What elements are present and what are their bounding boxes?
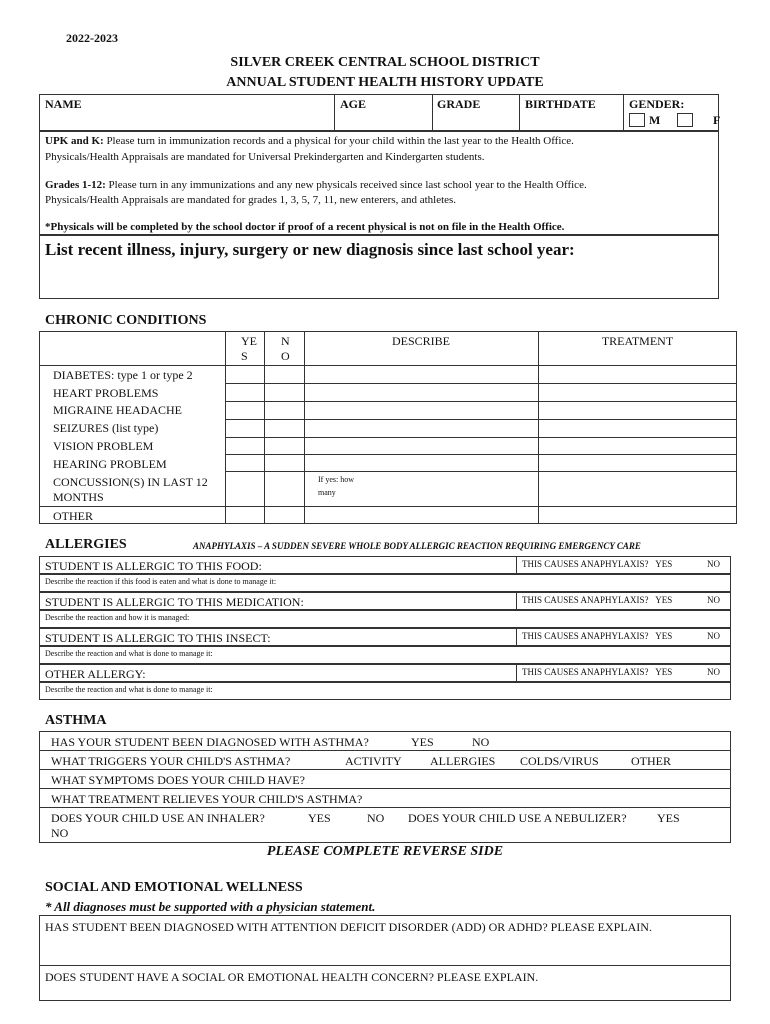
inhaler-no[interactable]: NO bbox=[367, 811, 385, 825]
row-vision: VISION PROBLEM bbox=[53, 439, 154, 453]
grades-text1: Please turn in any immunizations and any new physicals received since last school year to the Health Office. bbox=[108, 179, 587, 191]
social-note: * All diagnoses must be supported with a physician statement. bbox=[45, 899, 376, 914]
upk-label: UPK and K: bbox=[45, 135, 104, 147]
reverse-side-note: PLEASE COMPLETE REVERSE SIDE bbox=[266, 844, 504, 859]
row-concussion-1: CONCUSSION(S) IN LAST 12 bbox=[53, 475, 208, 489]
grades-label: Grades 1-12: bbox=[45, 179, 106, 191]
medication-allergy-label: STUDENT IS ALLERGIC TO THIS MEDICATION: bbox=[45, 595, 304, 609]
asthma-q3: WHAT SYMPTOMS DOES YOUR CHILD HAVE? bbox=[51, 773, 305, 787]
medication-no[interactable]: NO bbox=[707, 595, 720, 605]
nebulizer-yes[interactable]: YES bbox=[657, 811, 680, 825]
social-q2[interactable]: DOES STUDENT HAVE A SOCIAL OR EMOTIONAL HEALTH CONCERN? PLEASE EXPLAIN. bbox=[45, 970, 539, 984]
recent-illness-label: List recent illness, injury, surgery or new diagnosis since last school year: bbox=[45, 240, 575, 259]
other-causes: THIS CAUSES ANAPHYLAXIS? bbox=[522, 667, 649, 677]
food-causes: THIS CAUSES ANAPHYLAXIS? bbox=[522, 559, 649, 569]
row-seizures: SEIZURES (list type) bbox=[53, 421, 159, 435]
col-no-2: O bbox=[281, 349, 290, 363]
asthma-q2: WHAT TRIGGERS YOUR CHILD'S ASTHMA? bbox=[51, 754, 291, 768]
other-no[interactable]: NO bbox=[707, 667, 720, 677]
row-diabetes: DIABETES: type 1 or type 2 bbox=[53, 368, 193, 382]
other-describe: Describe the reaction and what is done to manage it: bbox=[45, 685, 213, 694]
col-yes-1: YE bbox=[241, 334, 257, 348]
gender-label: GENDER: bbox=[629, 97, 685, 111]
food-no[interactable]: NO bbox=[707, 559, 720, 569]
district-title: SILVER CREEK CENTRAL SCHOOL DISTRICT bbox=[230, 55, 540, 70]
asthma-heading: ASTHMA bbox=[45, 713, 107, 728]
insect-no[interactable]: NO bbox=[707, 631, 720, 641]
insect-allergy-label: STUDENT IS ALLERGIC TO THIS INSECT: bbox=[45, 631, 271, 645]
birthdate-field[interactable]: BIRTHDATE bbox=[525, 97, 596, 111]
inhaler-yes[interactable]: YES bbox=[308, 811, 331, 825]
asthma-q5: DOES YOUR CHILD USE AN INHALER? bbox=[51, 811, 265, 825]
grades-text2: Physicals/Health Appraisals are mandated for grades 1, 3, 5, 7, 11, new enterers, and athletes. bbox=[45, 194, 457, 206]
student-info-row bbox=[39, 94, 719, 131]
medication-describe: Describe the reaction and how it is managed: bbox=[45, 613, 190, 622]
insect-describe: Describe the reaction and what is done to manage it: bbox=[45, 649, 213, 658]
gender-f-checkbox[interactable] bbox=[677, 111, 720, 129]
insect-causes: THIS CAUSES ANAPHYLAXIS? bbox=[522, 631, 649, 641]
upk-note bbox=[45, 135, 574, 147]
row-heart: HEART PROBLEMS bbox=[53, 386, 159, 400]
asthma-q1-yes[interactable]: YES bbox=[411, 735, 434, 749]
col-describe: DESCRIBE bbox=[391, 334, 450, 348]
gender-f-label: F bbox=[713, 113, 721, 127]
food-anaphylaxis bbox=[522, 559, 672, 569]
asthma-q1: HAS YOUR STUDENT BEEN DIAGNOSED WITH ASTHMA? bbox=[51, 735, 369, 749]
physicals-note: *Physicals will be completed by the school doctor if proof of a recent physical is not on file in the Health Office. bbox=[45, 221, 565, 233]
upk-text1: Please turn in immunization records and a physical for your child within the last year to the Health Office. bbox=[106, 135, 574, 147]
other-anaphylaxis bbox=[522, 667, 672, 677]
upk-text2: Physicals/Health Appraisals are mandated for Universal Prekindergarten and Kindergarten students. bbox=[45, 151, 485, 163]
row-concussion-2: MONTHS bbox=[53, 490, 104, 504]
anaphylaxis-definition: ANAPHYLAXIS – A SUDDEN SEVERE WHOLE BODY ALLERGIC REACTION REQUIRING EMERGENCY CARE bbox=[193, 541, 641, 551]
insect-yes[interactable]: YES bbox=[655, 631, 673, 641]
chronic-heading: CHRONIC CONDITIONS bbox=[45, 313, 207, 328]
trigger-activity[interactable]: ACTIVITY bbox=[345, 754, 402, 768]
trigger-allergies[interactable]: ALLERGIES bbox=[430, 754, 496, 768]
insect-anaphylaxis bbox=[522, 631, 672, 641]
other-allergy-label: OTHER ALLERGY: bbox=[45, 667, 146, 681]
food-allergy-label: STUDENT IS ALLERGIC TO THIS FOOD: bbox=[45, 559, 262, 573]
allergies-heading: ALLERGIES bbox=[45, 537, 127, 552]
social-heading: SOCIAL AND EMOTIONAL WELLNESS bbox=[45, 880, 303, 895]
food-describe: Describe the reaction if this food is eaten and what is done to manage it: bbox=[45, 577, 277, 586]
medication-anaphylaxis bbox=[522, 595, 672, 605]
name-field[interactable]: NAME bbox=[45, 97, 82, 111]
gender-m-label: M bbox=[649, 113, 661, 127]
other-yes[interactable]: YES bbox=[655, 667, 673, 677]
food-yes[interactable]: YES bbox=[655, 559, 673, 569]
if-yes-1: If yes: how bbox=[318, 475, 354, 484]
medication-causes: THIS CAUSES ANAPHYLAXIS? bbox=[522, 595, 649, 605]
social-q1[interactable]: HAS STUDENT BEEN DIAGNOSED WITH ATTENTION DEFICIT DISORDER (ADD) OR ADHD? PLEASE EXPLAIN. bbox=[45, 920, 652, 934]
trigger-other[interactable]: OTHER bbox=[631, 754, 671, 768]
col-yes-2: S bbox=[241, 349, 248, 363]
col-no-1: N bbox=[281, 334, 290, 348]
school-year: 2022-2023 bbox=[66, 31, 118, 45]
asthma-q1-no[interactable]: NO bbox=[472, 735, 490, 749]
trigger-colds[interactable]: COLDS/VIRUS bbox=[520, 754, 599, 768]
age-field[interactable]: AGE bbox=[340, 97, 367, 111]
asthma-q4: WHAT TREATMENT RELIEVES YOUR CHILD'S ASTHMA? bbox=[51, 792, 363, 806]
row-other: OTHER bbox=[53, 509, 93, 523]
row-migraine: MIGRAINE HEADACHE bbox=[53, 403, 182, 417]
medication-yes[interactable]: YES bbox=[655, 595, 673, 605]
nebulizer-no[interactable]: NO bbox=[51, 826, 69, 840]
row-hearing: HEARING PROBLEM bbox=[53, 457, 167, 471]
grades-note bbox=[45, 179, 587, 191]
gender-m-checkbox[interactable] bbox=[629, 111, 660, 129]
col-treatment: TREATMENT bbox=[601, 334, 674, 348]
grade-field[interactable]: GRADE bbox=[437, 97, 481, 111]
form-title: ANNUAL STUDENT HEALTH HISTORY UPDATE bbox=[226, 75, 544, 90]
asthma-q6: DOES YOUR CHILD USE A NEBULIZER? bbox=[408, 811, 627, 825]
if-yes-2: many bbox=[318, 488, 336, 497]
